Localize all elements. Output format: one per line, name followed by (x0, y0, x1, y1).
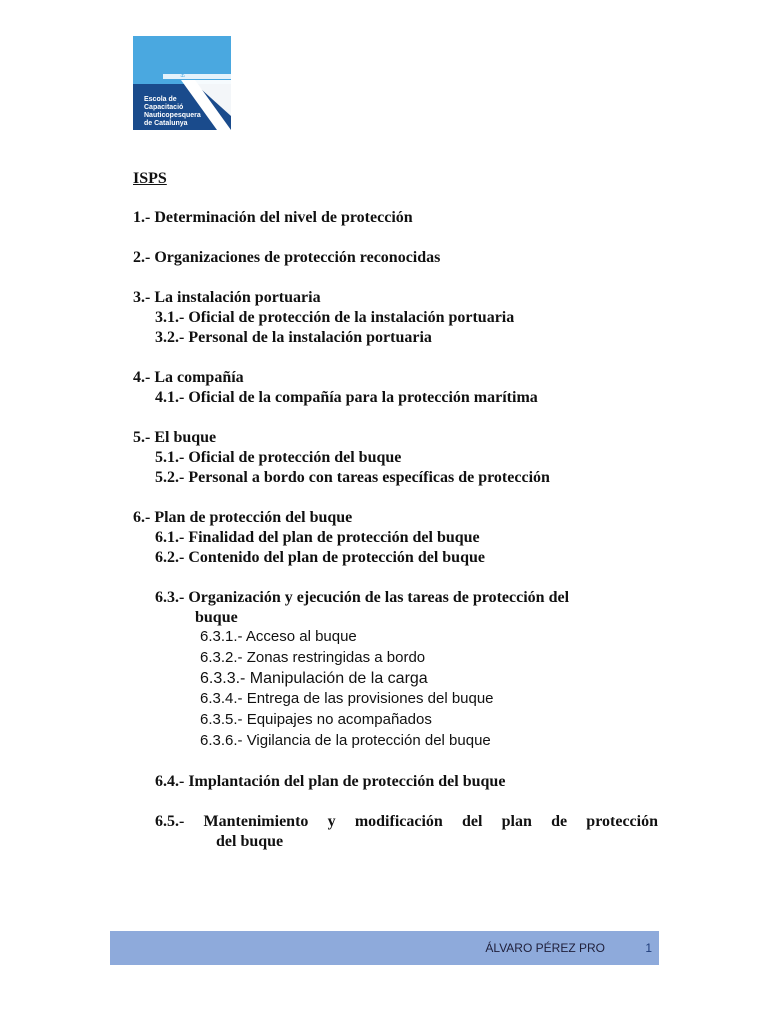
section-6-3-2: 6.3.2.- Zonas restringidas a bordo (200, 649, 426, 666)
logo-line-3: Nauticopesquera (144, 112, 201, 119)
logo-line-4: de Catalunya (144, 120, 188, 127)
section-4: 4.- La compañía (133, 369, 244, 386)
section-6-3-1: 6.3.1.- Acceso al buque (200, 628, 357, 645)
logo-line-1: Escola de (144, 96, 177, 103)
document-title: ISPS (133, 170, 167, 187)
section-6-5-line-1: 6.5.- Mantenimiento y modificación del plan de protección (155, 813, 658, 830)
section-3: 3.- La instalación portuaria (133, 289, 321, 306)
section-6-3-line-2: buque (195, 609, 238, 626)
section-6-3-4: 6.3.4.- Entrega de las provisiones del buque (200, 690, 494, 707)
section-4-1: 4.1.- Oficial de la compañía para la protección marítima (155, 389, 538, 406)
section-1: 1.- Determinación del nivel de protección (133, 209, 413, 226)
section-5-1: 5.1.- Oficial de protección del buque (155, 449, 402, 466)
section-6: 6.- Plan de protección del buque (133, 509, 353, 526)
logo-line-2: Capacitació (144, 104, 184, 111)
section-6-3-5: 6.3.5.- Equipajes no acompañados (200, 711, 432, 728)
school-logo (133, 36, 231, 130)
section-6-4: 6.4.- Implantación del plan de protección del buque (155, 773, 506, 790)
section-2: 2.- Organizaciones de protección reconocidas (133, 249, 441, 266)
section-3-2: 3.2.- Personal de la instalación portuaria (155, 329, 432, 346)
section-6-3-line-1: 6.3.- Organización y ejecución de las tareas de protección del (155, 589, 570, 606)
section-3-1: 3.1.- Oficial de protección de la instalación portuaria (155, 309, 515, 326)
footer-author: ÁLVARO PÉREZ PRO (485, 941, 605, 955)
section-6-3-6: 6.3.6.- Vigilancia de la protección del buque (200, 732, 491, 749)
svg-text:⚓: ⚓ (180, 72, 186, 79)
section-5-2: 5.2.- Personal a bordo con tareas específicas de protección (155, 469, 550, 486)
section-6-3-3: 6.3.3.- Manipulación de la carga (200, 670, 428, 687)
page-footer (110, 931, 659, 965)
section-6-5-line-2: del buque (216, 833, 284, 850)
logo-text (144, 96, 214, 128)
section-6-2: 6.2.- Contenido del plan de protección del buque (155, 549, 485, 566)
page-number: 1 (645, 941, 652, 955)
section-6-1: 6.1.- Finalidad del plan de protección del buque (155, 529, 480, 546)
section-5: 5.- El buque (133, 429, 217, 446)
